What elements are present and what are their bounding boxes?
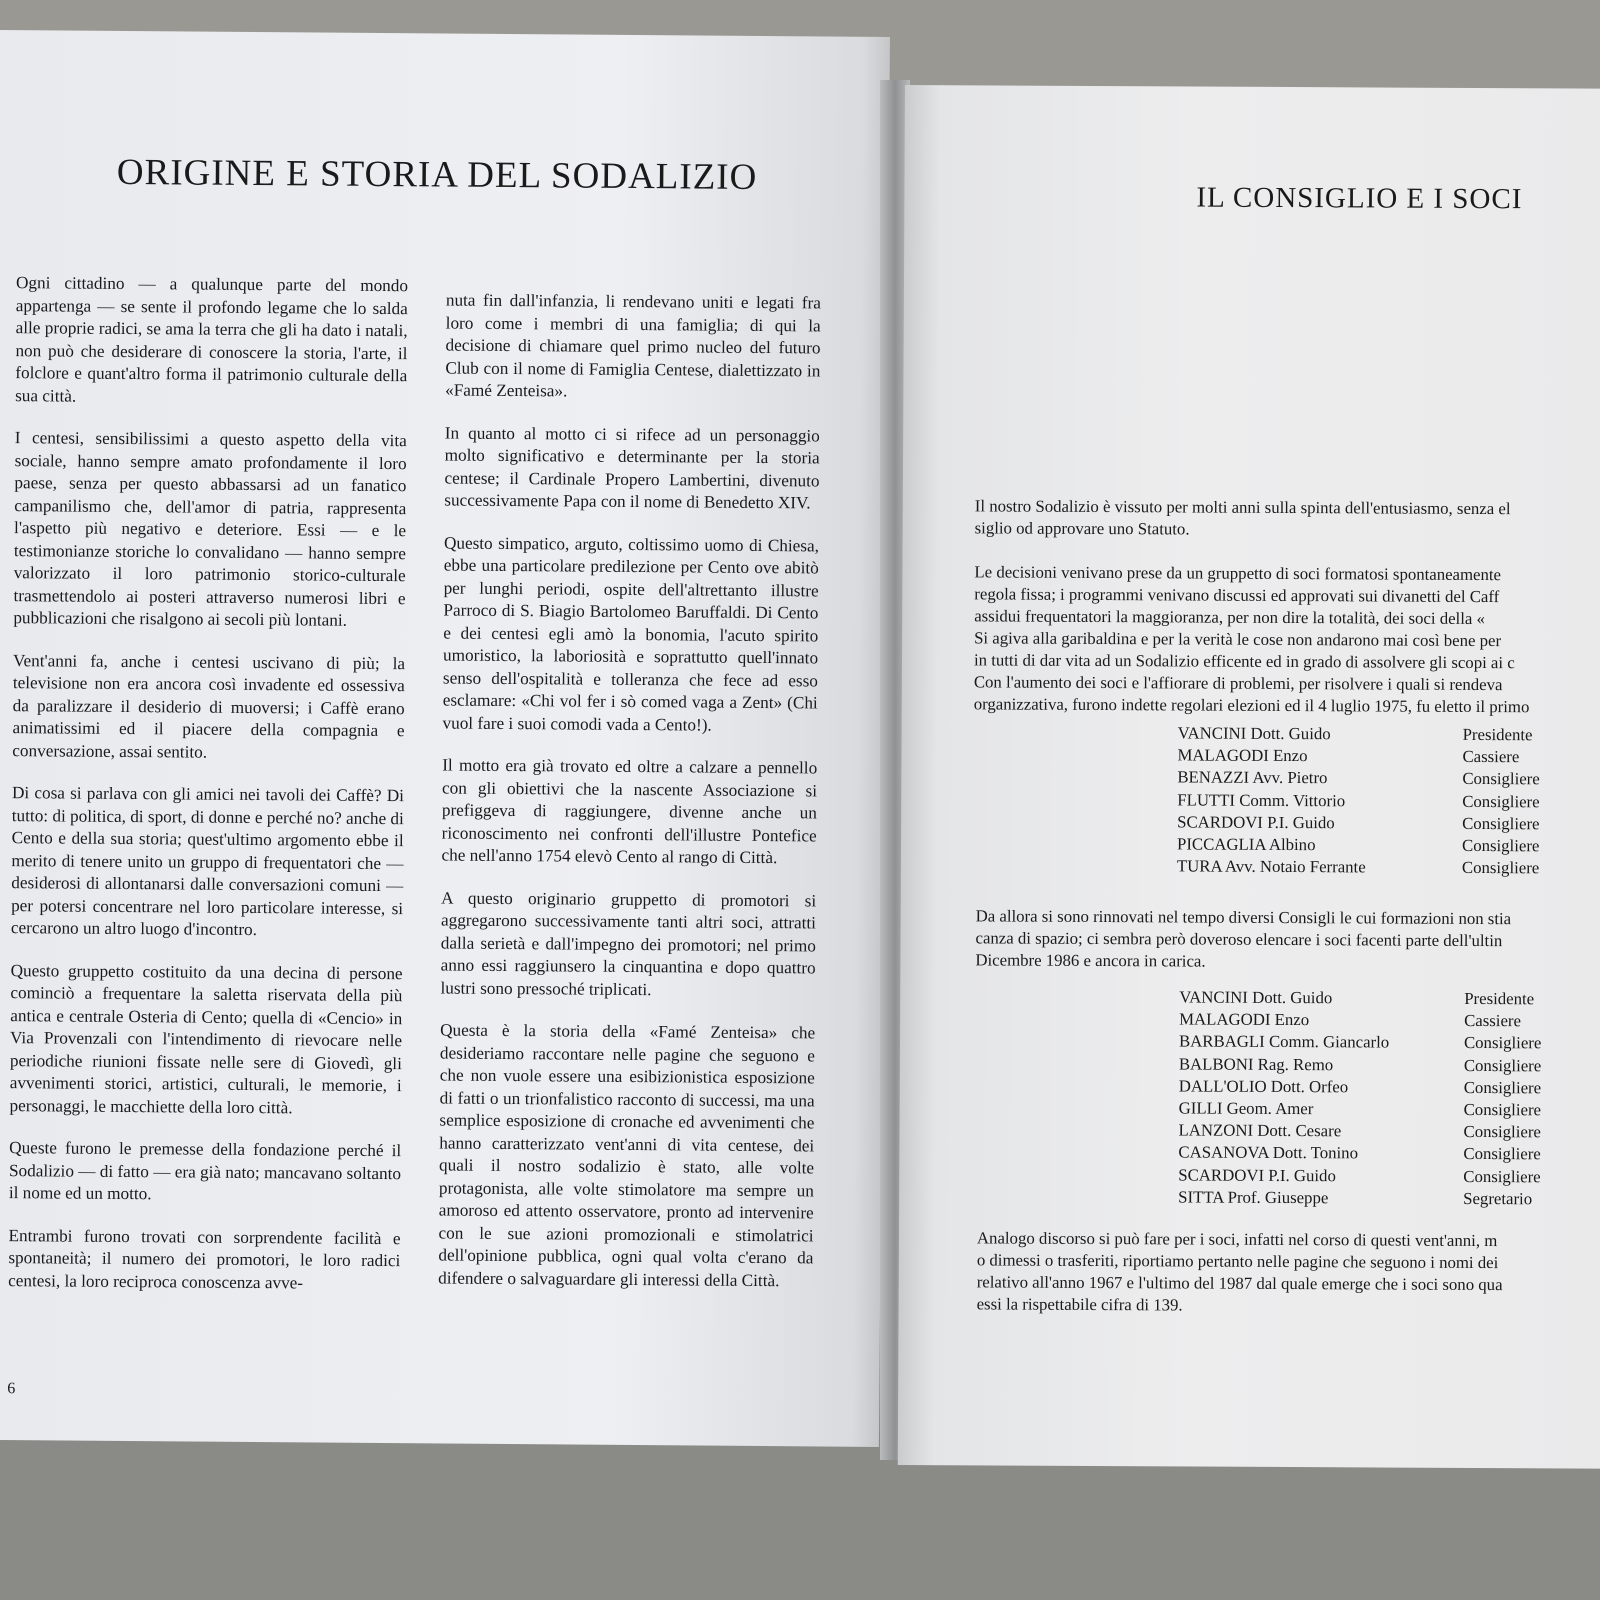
paragraph: In quanto al motto ci si rifece ad un personaggio molto significativo e determinante per la storia centese; il Cardinale Propero Lambertini, divenuto successivamente Papa con il nome di Benedetto XIV.: [444, 423, 820, 513]
paragraph: [975, 495, 1600, 543]
member-name: MALAGODI Enzo: [1179, 1009, 1310, 1030]
paragraph: A questo originario gruppetto di promotori si aggregarono successivamente tanti altri soci, attratti dalla serietà e dall'impegno dei promotori; nel primo anno essi raggiunsero la cinquantina e dopo quattro lustri sono pressoché triplicati.: [440, 887, 817, 999]
text-line: organizzativa, furono indette regolari elezioni ed il 4 luglio 1975, fu eletto il primo: [973, 694, 1530, 717]
paragraph: [975, 905, 1600, 975]
list-item: [1177, 745, 1539, 769]
paragraph: Ogni cittadino — a qualunque parte del mondo appartenga — se sente il profondo legame che lo salda alle proprie radici, se ama la terra che gli ha dato i natali, non può che desiderare di conoscere la storia, l'arte, il folclore e quant'altro forma il patrimonio culturale della sua città.: [15, 273, 409, 406]
text-line: Si agiva alla garibaldina e per la verità le cose non andarono mai così bene per: [974, 628, 1502, 651]
text-line: o dimessi o trasferiti, riportiamo pertanto nelle pagine che seguono i nomi dei: [976, 1250, 1499, 1273]
text-line: relativo all'anno 1967 e l'ultimo del 1987 dal quale emerge che i soci sono qua: [976, 1272, 1503, 1295]
text-line: Da allora si sono rinnovati nel tempo diversi Consigli le cui formazioni non stia: [975, 906, 1512, 929]
left-page-title: ORIGINE E STORIA DEL SODALIZIO: [116, 151, 758, 198]
member-name: SCARDOVI P.I. Guido: [1178, 1165, 1336, 1185]
text-line: canza di spazio; ci sembra però doveroso elencare i soci facenti parte dell'ultin: [975, 928, 1503, 951]
text-line: in tutti di dar vita ad un Sodalizio efficente ed in grado di assolvere gli scopi ai c: [973, 650, 1515, 673]
list-item: [1177, 811, 1539, 835]
paragraph: Entrambi furono trovati con sorprendente facilità e spontaneità; il numero dei promotori, le loro radici centesi, la loro reciproca conoscenza avve-: [8, 1225, 401, 1292]
list-item: [1179, 1009, 1541, 1033]
list-item: [1177, 789, 1539, 813]
text-line: Con l'aumento dei soci e l'affiorare di problemi, per risolvere i quali si rendeva: [973, 672, 1503, 695]
member-name: GILLI Geom. Amer: [1178, 1098, 1314, 1119]
paragraph: Il motto era già trovato ed oltre a calzare a pennello con gli obiettivi che la nascente Associazione si prefiggeva di raggiungere, divenne anche un riconoscimento nei confronti dell'illustre Pontefice che nell'anno 1754 elevò Cento al rango di Città.: [441, 755, 818, 868]
member-name: BARBAGLI Comm. Giancarlo: [1178, 1031, 1390, 1052]
member-name: TURA Avv. Notaio Ferrante: [1176, 856, 1366, 877]
member-role: Consigliere: [1462, 813, 1540, 834]
member-name: CASANOVA Dott. Tonino: [1178, 1142, 1359, 1163]
member-role: Presidente: [1464, 988, 1535, 1009]
text-line: essi la rispettabile cifra di 139.: [976, 1294, 1183, 1315]
member-name: DALL'OLIO Dott. Orfeo: [1178, 1076, 1349, 1097]
member-name: SITTA Prof. Giuseppe: [1178, 1187, 1329, 1208]
paragraph: nuta fin dall'infanzia, li rendevano uniti e legati fra loro come i membri di una famiglia; di qui la decisione di chiamare quel primo nucleo del futuro Club con il nome di Famiglia Centese, dialettizzato in «Famé Zenteisa».: [445, 290, 821, 401]
paragraph: Questo simpatico, arguto, coltissimo uomo di Chiesa, ebbe una particolare predilezione per Cento ove abitò per lunghi periodi, ospite dell'altrettanto illustre Parroco di S. Biagio Bartolomeo Baruffaldi. Di Cento e dei centesi egli amò la bonomia, l'acuto spirito umoristico, la laboriosità e soprattutto quell'innato senso dell'ospitalità e tolleranza che fece ad esso esclamare: «Chi vol fer i sò comed vaga a Zent» (Chi vuol fare i suoi comodi vada a Cento!).: [442, 533, 820, 735]
text-line: Analogo discorso si può fare per i soci, infatti nel corso di questi vent'anni, m: [976, 1228, 1498, 1251]
text-line: siglio od approvare uno Statuto.: [974, 518, 1190, 539]
member-name: LANZONI Dott. Cesare: [1178, 1120, 1342, 1141]
member-role: Segretario: [1463, 1188, 1533, 1209]
paragraph: Questa è la storia della «Famé Zenteisa» che desideriamo raccontare nelle pagine che seguono e che non vuole essere una esibizionistica esposizione di fatti o un trionfalistico racconto di successi, ma una semplice esposizione di cronache ed avvenimenti che hanno caratterizzato vent'anni di vita centese, dei quali il nostro sodalizio è stato, alle volte protagonista, alle volte stimolatore ma sempre un amoroso ed attento osservatore, pronto ad intervenire con le sue azioni promozionali e stimolatrici dell'opinione pubblica, ogni qual volta c'erano da difendere o salvaguardare gli interessi della Città.: [438, 1020, 816, 1290]
text-line: Dicembre 1986 e ancora in carica.: [975, 950, 1206, 971]
text-line: Il nostro Sodalizio è vissuto per molti anni sulla spinta dell'entusiasmo, senza el: [974, 496, 1511, 519]
list-item: [1179, 1031, 1541, 1055]
text-line: assidui frequentatori la maggioranza, per non dire la totalità, dei soci della «: [974, 606, 1485, 629]
member-name: VANCINI Dott. Guido: [1179, 987, 1333, 1008]
member-role: Consigliere: [1462, 791, 1540, 811]
member-name: PICCAGLIA Albino: [1176, 834, 1316, 855]
list-item: [1179, 986, 1541, 1010]
paragraph: Vent'anni fa, anche i centesi uscivano di più; la televisione non era ancora così invadente ed ossessiva da paralizzare il desiderio di muoversi; i Caffè erano animatissimi ed il piacere della compagnia e conversazione, assai sentito.: [12, 650, 406, 762]
list-item: [1177, 856, 1539, 880]
member-role: Consigliere: [1463, 1144, 1541, 1164]
left-column-1: [8, 272, 408, 1315]
final-text: [976, 1227, 1600, 1341]
left-page: [0, 30, 890, 1447]
current-council-list: [1178, 986, 1542, 1210]
member-role: Consigliere: [1463, 1166, 1541, 1186]
member-role: Consigliere: [1463, 1033, 1542, 1053]
member-role: Consigliere: [1463, 1099, 1542, 1120]
member-name: SCARDOVI P.I. Guido: [1177, 812, 1335, 833]
list-item: [1178, 1186, 1540, 1210]
member-name: BALBONI Rag. Remo: [1178, 1054, 1334, 1074]
paragraph: [974, 561, 1600, 719]
member-name: MALAGODI Enzo: [1177, 745, 1308, 766]
member-role: Presidente: [1462, 724, 1533, 745]
left-column-2: [438, 290, 821, 1313]
right-page: [898, 85, 1600, 1469]
paragraph: Di cosa si parlava con gli amici nei tavoli dei Caffè? Di tutto: di politica, di sport, di donne e perché no? anche di Cento e della sua storia; quest'ultimo argomento ebbe il merito di tenere unito un gruppo di frequentatori che — desiderosi di allontanarsi dalle conversazioni comuni — per potersi concentrare nel loro particolare interesse, si cercarono un altro luogo d'incontro.: [10, 783, 405, 940]
list-item: [1178, 1164, 1540, 1188]
member-name: BENAZZI Avv. Pietro: [1177, 767, 1328, 788]
member-role: Consigliere: [1462, 769, 1540, 789]
list-item: [1178, 1120, 1540, 1144]
paragraph: Queste furono le premesse della fondazione perché il Sodalizio — di fatto — era già nato; mancavano soltanto il nome ed un motto.: [8, 1138, 402, 1204]
list-item: [1179, 1075, 1541, 1099]
list-item: [1177, 767, 1539, 791]
paragraph: [977, 1227, 1600, 1319]
paragraph: I centesi, sensibilissimi a questo aspetto della vita sociale, hanno sempre amato profondamente il loro paese, senza per questo abbassarsi ad un fanatico campanilismo che, dell'amor di patria, rappresenta l'aspetto più negativo e deteriore. Essi — e le testimonianze storiche lo convalidano — hanno sempre valorizzato il loro patrimonio storico-culturale trasmettendolo ai posteri attraverso numerosi libri e pubblicazioni che risalgono ai secoli più lontani.: [13, 428, 407, 630]
member-role: Consigliere: [1463, 1077, 1542, 1098]
right-page-title: IL CONSIGLIO E I SOCI: [1196, 181, 1523, 216]
list-item: [1178, 1142, 1540, 1166]
member-role: Consigliere: [1463, 1055, 1542, 1075]
list-item: [1177, 833, 1539, 857]
member-role: Consigliere: [1461, 858, 1540, 878]
mid-text: [975, 905, 1600, 997]
list-item: [1179, 1053, 1541, 1077]
intro-text: [974, 495, 1600, 741]
list-item: [1179, 1097, 1541, 1121]
paragraph: Questo gruppetto costituito da una decina di persone cominciò a frequentare la saletta riservata della più antica e centrale Osteria di Cento; quella di «Cencio» in Via Provenzali con l'intendimento di rievocare nelle periodiche riunioni fissate nelle sere di Giovedì, gli avvenimenti storici, artistici, culturali, le memorie, i personaggi, le macchiette della loro città.: [9, 960, 403, 1117]
text-line: Le decisioni venivano prese da un gruppetto di soci formatosi spontaneamente: [974, 562, 1502, 585]
member-role: Cassiere: [1462, 747, 1520, 767]
page-number: 6: [7, 1380, 16, 1398]
member-role: Consigliere: [1461, 835, 1540, 856]
text-line: regola fissa; i programmi venivano discussi ed approvati sui divanetti del Caff: [974, 584, 1500, 607]
first-council-list: [1177, 722, 1540, 879]
member-name: VANCINI Dott. Guido: [1177, 723, 1331, 744]
member-name: FLUTTI Comm. Vittorio: [1177, 790, 1346, 810]
member-role: Cassiere: [1464, 1011, 1522, 1031]
member-role: Consigliere: [1463, 1122, 1541, 1142]
list-item: [1178, 722, 1540, 746]
